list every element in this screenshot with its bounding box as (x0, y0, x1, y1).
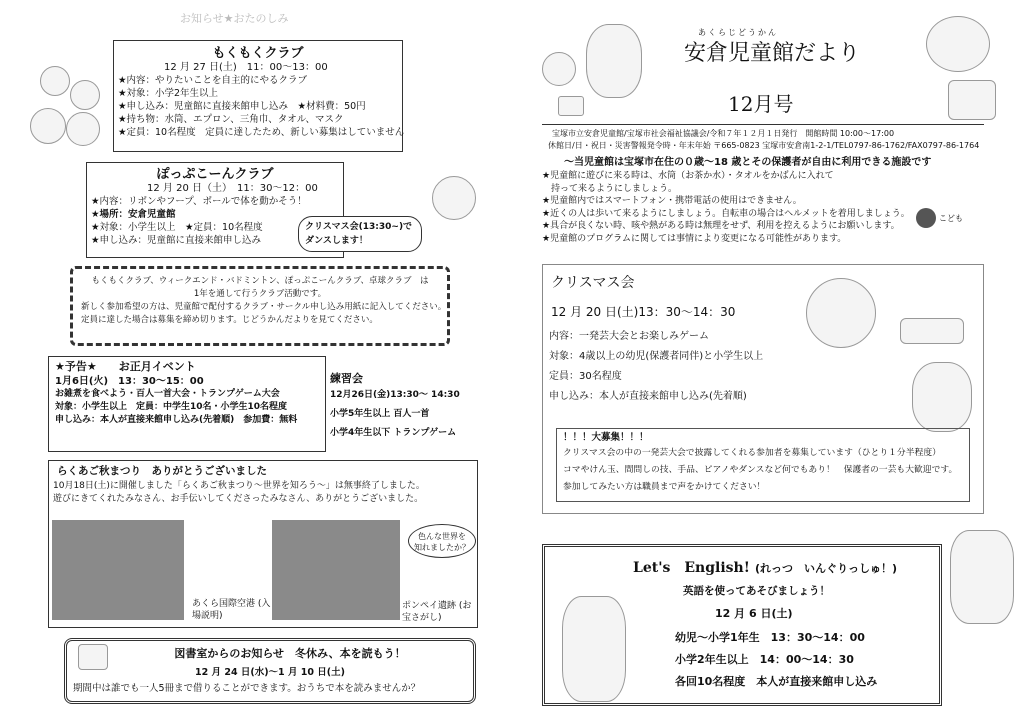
club-notice-box (70, 266, 450, 346)
header-divider (542, 124, 984, 125)
new-year-date: 1月6日(火) 13：30～15：00 (55, 376, 204, 387)
english-row-who: 幼児～小学1年生 (675, 631, 760, 644)
performer-recruit-box (556, 428, 970, 502)
english-date: 12 月 6 日(土) (715, 607, 793, 620)
english-title-kana: (れっつ いんぐりっしゅ！) (754, 562, 898, 575)
mouse-illustration (40, 66, 70, 96)
english-row-time: 13：30～14：00 (770, 631, 865, 644)
closed-days-info: 休館日/日・祝日・災害警報発令時・年末年始 〒665-0823 宝塚市安倉南1-2-1/TEL0797-86-1762/FAX0797-86-1764 (548, 141, 980, 150)
practice-session (330, 372, 480, 450)
stocking-illustration (948, 80, 996, 120)
new-year-line: お雑煮を食べよう・百人一首大会・トランプゲーム大会 (55, 389, 280, 399)
new-year-event-box (48, 356, 326, 452)
christmas-title: クリスマス会 (551, 275, 635, 291)
rule-line: ★具合が良くない時、咳や熱がある時は無理をせず、利用を控えるようにお願いします。 (542, 221, 900, 231)
mokumoku-title: もくもくクラブ (212, 46, 304, 61)
cow-illustration (432, 176, 476, 220)
library-notice-box (64, 638, 476, 704)
santa-illustration (806, 278, 876, 348)
english-row-time: 14：00～14：30 (759, 653, 854, 666)
rule-line: ★児童館のプログラムに関しては事情により変更になる可能性があります。 (542, 233, 847, 244)
christmas-line: 定員：30名程度 (549, 371, 622, 382)
english-row (675, 627, 877, 649)
festival-title: らくあご秋まつり ありがとうございました (57, 465, 267, 477)
mokumoku-line: ★対象：小学2年生以上 (118, 88, 219, 99)
winter-hat-scarf-illustration (950, 530, 1014, 624)
mouse-illustration (70, 80, 100, 110)
right-page (512, 0, 1024, 724)
rule-line: 持って来るようにしましょう。 (542, 183, 678, 194)
rule-line: ★児童館内ではスマートフォン・携帯電話の使用はできません。 (542, 196, 802, 206)
newsletter-month: 12月号 (728, 92, 794, 116)
mouse-illustration (66, 112, 100, 146)
new-year-heading: お正月イベント (118, 360, 196, 373)
practice-date: 12月26日(金)13:30～ 14:30 (330, 390, 460, 400)
kodomo-logo (916, 204, 978, 232)
popcorn-line: ★場所：安倉児童館 (91, 209, 176, 220)
recruit-line: コマやけん玉、間問しの技、手品、ピアノやダンスなど何でもあり！ 保護者の一芸も大歓迎です。 (563, 465, 958, 475)
christmas-line: 内容：一発芸大会とお楽しみゲーム (549, 331, 709, 342)
photo-caption-pompeii: ポンペイ遺跡 (お宝さがし) (402, 601, 472, 623)
rabbit-santa-illustration (586, 24, 642, 98)
notice-line: もくもくクラブ、ウィークエンド・バドミントン、ぽっぷこーんクラブ、卓球クラブ は (91, 276, 429, 286)
notice-line: 新しく参加希望の方は、児童館で配付するクラブ・サークル申し込み用紙に記入してください。 (81, 302, 447, 312)
rule-line: ★児童館に遊びに来る時は、水筒（お茶か水）・タオルをかばんに入れて (542, 171, 834, 181)
festival-photo-pompeii (272, 520, 400, 620)
bird-illustration (542, 52, 576, 86)
photo-caption-airport: あくら国際空港 (入場説明) (192, 599, 271, 621)
festival-photo-airport (52, 520, 184, 620)
yokoku-heading: ★予告★ (55, 360, 97, 373)
practice-line: 小学4年生以下 トランプゲーム (330, 428, 457, 438)
newsletter-title: 安倉児童館だより (684, 41, 861, 66)
title-ruby: あくらじどうかん (698, 28, 778, 37)
festival-line: 10月18日(土)に開催しました「らくあご秋まつり～世界を知ろう～」は無事終了しました。 (53, 481, 425, 491)
practice-line: 小学5年生以上 百人一首 (330, 409, 430, 419)
popcorn-line: ★内容：リボンやフープ、ボールで体を動かそう！ (91, 196, 307, 207)
mokumoku-date: 12 月 27 日(土) 11：00～13：00 (164, 62, 328, 73)
left-header-faint: お知らせ★おたのしみ (180, 12, 289, 25)
facility-rules (542, 170, 910, 245)
popcorn-speech-bubble: クリスマス会(13:30~)で ダンスします！ (298, 216, 422, 252)
basket-illustration (562, 596, 626, 702)
mokumoku-line: ★持ち物：水筒、エプロン、三角巾、タオル、マスク (118, 114, 344, 125)
mokumoku-club-box (113, 40, 403, 152)
christmas-date: 12 月 20 日(土)13：30～14：30 (551, 305, 736, 319)
mokumoku-line: ★材料費：50円 (297, 101, 366, 112)
toys-illustration (900, 318, 964, 344)
mokumoku-line: ★内容：やりたいことを自主的にやるクラブ (118, 75, 308, 86)
notice-line: 定員に達した場合は募集を締め切ります。じどうかんだよりを見てください。 (81, 315, 378, 325)
festival-line: 遊びにきてくれたみなさん、お手伝いしてくださったみなさん、ありがとうございました。 (53, 494, 424, 504)
bear-illustration (926, 16, 990, 72)
english-title: Let's English! (633, 560, 750, 576)
christmas-line: 申し込み：本人が直接来館申し込み(先着順) (549, 391, 747, 402)
mokumoku-line: ★申し込み：児童館に直接来館申し込み (118, 101, 289, 112)
popcorn-line: ★対象：小学生以上 ★定員：10名程度 (91, 222, 263, 233)
library-date: 12 月 24 日(水)～1 月 10 日(土) (195, 667, 345, 678)
recruit-line: クリスマス会の中の一発芸大会で披露してくれる参加者を募集しています（ひとり１分半程度） (563, 448, 941, 458)
popcorn-line: ★申し込み：児童館に直接来館申し込み (91, 235, 262, 246)
mokumoku-line: ★定員：10名程度 定員に達したため、新しい募集はしていません (118, 127, 405, 138)
kodomo-logo-text: こども (939, 213, 963, 223)
practice-title: 練習会 (330, 372, 363, 385)
publisher-info: 宝塚市立安倉児童館/宝塚市社会福祉協議会/令和７年１２月１日発行 開館時間 10:00～17:00 (552, 129, 895, 138)
bear-bag-illustration (912, 362, 972, 432)
rule-line: ★近くの人は歩いて来るようにしましょう。自転車の場合はヘルメットを着用しましょう。 (542, 208, 910, 219)
new-year-line: 対象：小学生以上 定員：中学生10名・小学生10名程度 (55, 402, 288, 412)
english-footer: 各回10名程度 本人が直接来館申し込み (675, 675, 878, 688)
library-body: 期間中は誰でも一人5冊まで借りることができます。おうちで本を読みませんか？ (73, 683, 421, 694)
festival-speech-bubble: 色んな世界を 知れましたか？ (408, 524, 476, 558)
facility-tagline: ～当児童館は宝塚市在住の０歳～18 歳とその保護者が自由に利用できる施設です (564, 157, 932, 168)
new-year-line: 申し込み：本人が直接来館申し込み(先着順) 参加費：無料 (55, 415, 298, 425)
christmas-line: 対象：4歳以上の幼児(保護者同伴)と小学生以上 (549, 351, 764, 362)
mouse-illustration (30, 108, 66, 144)
english-schedule (675, 627, 877, 693)
gift-icon (558, 96, 584, 116)
popcorn-date: 12 月 20 日（土） 11：30～12：00 (147, 183, 318, 194)
english-subtitle: 英語を使ってあそびましょう！ (683, 585, 830, 597)
library-title: 図書室からのお知らせ 冬休み、本を読もう！ (174, 647, 406, 660)
book-icon (78, 644, 108, 670)
notice-line: 1年を通して行うクラブ活動です。 (193, 289, 327, 299)
popcorn-title: ぽっぷこーんクラブ (156, 167, 274, 182)
recruit-title: ！！！大募集！！！ (563, 432, 649, 443)
english-row-who: 小学2年生以上 (675, 653, 749, 666)
recruit-line: 参加してみたい方は職員まで声をかけてください！ (563, 482, 766, 492)
english-row (675, 649, 877, 671)
